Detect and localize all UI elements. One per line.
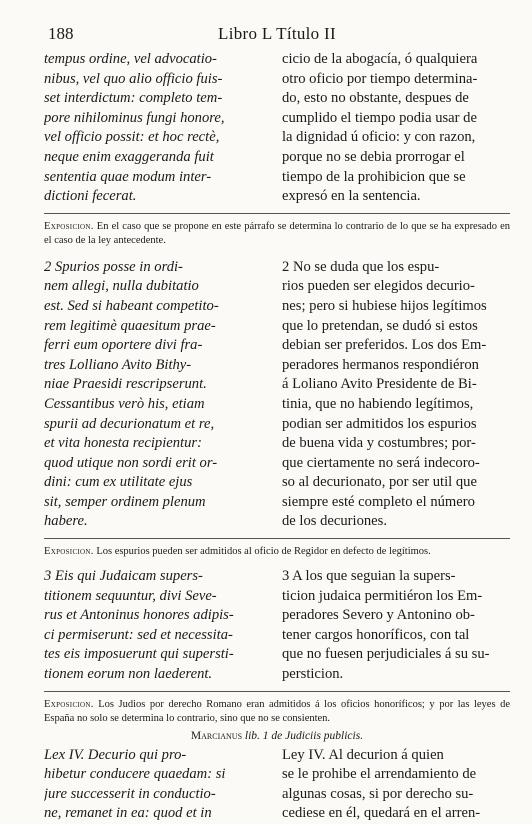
text-line: titionem sequuntur, divi Seve- bbox=[44, 587, 217, 604]
text-line: cumplido el tiempo podia usar de bbox=[282, 109, 477, 126]
text-line: porque no se debia prorrogar el bbox=[282, 148, 465, 165]
text-line: tinia, que no habiendo legítimos, bbox=[282, 395, 474, 412]
text-line: que ciertamente no será indecoro- bbox=[282, 454, 480, 471]
text-line: rus et Antoninus honores adipis- bbox=[44, 607, 234, 624]
text-line: tres Lolliano Avito Bithy- bbox=[44, 356, 192, 373]
text-line: á Loliano Avito Presidente de Bi- bbox=[282, 376, 477, 393]
text-line: la dignidad ú oficio: y con razon, bbox=[282, 129, 476, 146]
text-line: nibus, vel quo alio officio fuis- bbox=[44, 70, 223, 87]
text-line: persticion. bbox=[282, 666, 344, 683]
page-header bbox=[44, 22, 510, 48]
text-line: spurii ad decurionatum et re, bbox=[44, 415, 215, 432]
text-line: tempus ordine, vel advocatio- bbox=[44, 51, 217, 67]
text-line: dictioni fecerat. bbox=[44, 188, 137, 205]
text-line: do, esto no obstante, despues de bbox=[282, 90, 469, 107]
text-line: cicio de la abogacía, ó qualquiera bbox=[282, 51, 478, 67]
text-line: ticion judaica permitiéron los Em- bbox=[282, 587, 483, 604]
section-1 bbox=[44, 50, 510, 207]
text-line: ne, remanet in ea: quod et in bbox=[44, 805, 212, 822]
text-line: pore nihilominus fungi honore, bbox=[44, 109, 225, 126]
divider bbox=[44, 213, 510, 214]
source-caption bbox=[44, 730, 510, 742]
text-line: vel officio possit: et hoc rectè, bbox=[44, 129, 220, 146]
page-number: 188 bbox=[48, 24, 74, 43]
text-line: debian ser preferidos. Los dos Em- bbox=[282, 337, 487, 354]
exposition-text: Los espurios pueden ser admitidos al oficio de Regidor en defecto de legítimos. bbox=[93, 546, 431, 558]
divider bbox=[44, 538, 510, 539]
section-3 bbox=[44, 567, 510, 685]
latin-column bbox=[44, 567, 272, 685]
caption-source: lib. 1 de Judiciis publicis. bbox=[242, 729, 364, 742]
exposition-text: Los Judios por derecho Romano eran admitidos á los oficios honoríficos; y por las leyes de España no solo se determina lo contrario, sino que no se consienten. bbox=[44, 698, 510, 724]
spanish-column bbox=[282, 50, 510, 207]
exposition-label: Exposicion. bbox=[44, 546, 94, 558]
text-line: otro oficio por tiempo determina- bbox=[282, 70, 478, 87]
text-line: et vita honesta recipientur: bbox=[44, 435, 202, 452]
text-line: Lex IV. Decurio qui pro- bbox=[44, 746, 187, 763]
section-4 bbox=[44, 746, 510, 824]
exposition-note bbox=[44, 220, 510, 248]
text-line: 3 A los que seguian la supers- bbox=[282, 568, 456, 585]
text-line: Cessantibus verò his, etiam bbox=[44, 395, 205, 412]
text-line: peradores hermanos respondiéron bbox=[282, 356, 479, 373]
text-line: tes eis imposuerunt qui supersti- bbox=[44, 646, 234, 663]
spanish-column bbox=[282, 746, 510, 824]
text-line: de los decuriones. bbox=[282, 513, 387, 530]
text-line: neque enim exaggeranda fuit bbox=[44, 148, 214, 165]
text-line: sit, semper ordinem plenum bbox=[44, 493, 206, 510]
text-line: Ley IV. Al decurion á quien bbox=[282, 746, 444, 763]
latin-column bbox=[44, 258, 272, 532]
text-line: cediese en él, quedará en el arren- bbox=[282, 805, 481, 822]
text-line: quod utique non sordi erit or- bbox=[44, 454, 218, 471]
exposition-label: Exposicion. bbox=[44, 698, 94, 710]
exposition-label: Exposicion. bbox=[44, 220, 94, 232]
exposition-note bbox=[44, 698, 510, 726]
text-line: 3 Eis qui Judaicam supers- bbox=[44, 568, 203, 585]
spanish-column bbox=[282, 567, 510, 685]
exposition-note bbox=[44, 545, 510, 559]
text-line: so al decurionato, por ser util que bbox=[282, 474, 477, 491]
text-line: ci permiserunt: sed et necessita- bbox=[44, 626, 233, 643]
latin-column bbox=[44, 50, 272, 207]
caption-author: Marcianus bbox=[190, 729, 243, 742]
text-line: tener cargos honoríficos, con tal bbox=[282, 626, 470, 643]
text-line: nes; pero si hubiese hijos legítimos bbox=[282, 297, 487, 314]
text-line: niae Praesidi rescripserunt. bbox=[44, 376, 207, 393]
text-line: peradores Severo y Antonino ob- bbox=[282, 607, 475, 624]
spanish-column bbox=[282, 258, 510, 532]
text-line: algunas cosas, si por derecho su- bbox=[282, 785, 474, 802]
text-line: habere. bbox=[44, 513, 88, 530]
text-line: set interdictum: completo tem- bbox=[44, 90, 223, 107]
text-line: podian ser admitidos los espurios bbox=[282, 415, 477, 432]
text-line: rios pueden ser elegidos decurio- bbox=[282, 278, 475, 295]
text-line: de buena vida y costumbres; por- bbox=[282, 435, 476, 452]
text-line: jure successerit in conductio- bbox=[44, 785, 216, 802]
text-line: 2 No se duda que los espu- bbox=[282, 258, 440, 275]
text-line: expresó en la sentencia. bbox=[282, 188, 421, 205]
latin-column bbox=[44, 746, 272, 824]
running-head: Libro L Título II bbox=[218, 24, 336, 43]
text-line: dini: cum ex utilitate ejus bbox=[44, 474, 193, 491]
text-line: ferri eum oportere divi fra- bbox=[44, 337, 203, 354]
text-line: hibetur conducere quaedam: si bbox=[44, 766, 226, 783]
exposition-text: En el caso que se propone en este párrafo se determina lo contrario de lo que se ha expresado en el caso de la ley antecedente. bbox=[44, 220, 510, 246]
text-line: est. Sed si habeant competito- bbox=[44, 297, 219, 314]
text-line: rem legitimè quaesitum prae- bbox=[44, 317, 216, 334]
text-line: se le prohibe el arrendamiento de bbox=[282, 766, 477, 783]
text-line: 2 Spurios posse in ordi- bbox=[44, 258, 183, 275]
text-line: tionem eorum non laederent. bbox=[44, 666, 213, 683]
section-2 bbox=[44, 258, 510, 532]
divider bbox=[44, 691, 510, 692]
text-line: siempre esté completo el número bbox=[282, 493, 475, 510]
text-line: que no fuesen perjudiciales á su su- bbox=[282, 646, 490, 663]
text-line: que lo pretendan, se dudó si estos bbox=[282, 317, 478, 334]
text-line: tiempo de la prohibicion que se bbox=[282, 168, 466, 185]
text-line: nem allegi, nulla dubitatio bbox=[44, 278, 199, 295]
text-line: sententia quae modum inter- bbox=[44, 168, 212, 185]
